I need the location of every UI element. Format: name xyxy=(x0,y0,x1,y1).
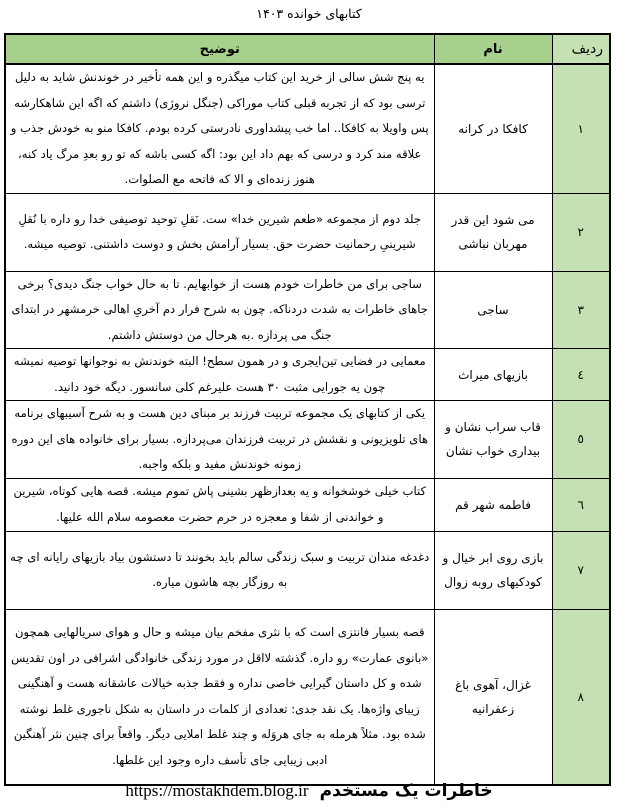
header-row-number: ردیف xyxy=(552,34,610,64)
book-name: می شود این قدر مهربان نباشی xyxy=(434,193,552,271)
row-index: ٥ xyxy=(552,401,610,479)
table-row xyxy=(5,193,610,271)
row-index: ٦ xyxy=(552,478,610,531)
row-index: ۸ xyxy=(552,609,610,785)
table-row xyxy=(5,271,610,349)
book-description: یه پنج شش سالی از خرید این کتاب میگذره و این همه تأخیر در خوندنش شاید به دلیل ترسی بود که از تجربه قبلی کتاب موراکی (جنگل نروژی) داشتم که اگه این شاهکارشه پس واویلا به کافکا.. اما خب پیشداوری نادرستی کرده بودم. کافکا منو به خودش جذب و علاقه مند کرد و درسی که بهم داد این بود: اگه کسی باشه که تو رو بعدِ مرگ یاد کنه، هنوز زنده‌ای و الا که فاتحه مع الصلوات. xyxy=(5,64,434,193)
table-header-row xyxy=(5,34,610,64)
book-description: دغدغه مندان تربیت و سبک زندگی سالم باید بخونند تا دستشون بیاد بازیهای رایانه ای چه به روزگار بچه هاشون میاره. xyxy=(5,531,434,609)
book-name: قاب سراب نشان و بیداری خواب نشان xyxy=(434,401,552,479)
table-row xyxy=(5,349,610,401)
table-row xyxy=(5,531,610,609)
book-name: بازی روی ابر خیال و کودکیهای روبه زوال xyxy=(434,531,552,609)
book-name: بازیهای میراث xyxy=(434,349,552,401)
table-row xyxy=(5,609,610,785)
document-title: کتابهای خوانده ۱۴۰۳ xyxy=(256,6,362,21)
row-index: ۷ xyxy=(552,531,610,609)
book-description: کتاب خیلی خوشخوانه و یه بعدازظهر بشینی پاش تموم میشه. قصه هایی کوتاه، شیرین و خواندنی از شفا و معجزه در حرم حضرت معصومه سلام الله علیها. xyxy=(5,478,434,531)
blog-brand-name: خاطرات یک مستخدم xyxy=(319,781,493,801)
book-name: کافکا در کرانه xyxy=(434,64,552,193)
blog-url-link[interactable]: https://mostakhdem.blog.ir xyxy=(125,781,309,800)
header-description: توضیح xyxy=(5,34,434,64)
header-name: نام xyxy=(434,34,552,64)
book-description: یکی از کتابهای یک مجموعه تربیت فرزند بر مبنای دین هست و به شرح آسیبهای برنامه های تلویزیونی و نقشش در تربیت فرزندان می‌پردازه. بسیار برای خانواده های این دوره زمونه خوندنش مفید و بلکه واجبه. xyxy=(5,401,434,479)
book-description: قصه بسیار فانتزی است که با نثری مفخم بیان میشه و حال و هوای سریالهایی همچون «بانوی عمارت» رو داره. گذشته لااقل در مورد زندگی خانوادگی اشرافی در اون تقدیس شده و کل داستان گیرایی خاصی نداره و فقط جذبه خیالات عاشقانه هست و آهنگینی زیبای واژه‌ها. یک نقد جدی: تعدادی از کلمات در داستان به شکل ناجوری غلط نوشته شده بود. مثلاً هرمله به جای هروَله و چند غلط املایی دیگر. واقعاً برای چنین نثر آهنگین ادبی زیبایی جای تأسف داره وجود این غلطها. xyxy=(5,609,434,785)
table-row xyxy=(5,478,610,531)
table-row xyxy=(5,64,610,193)
books-table xyxy=(4,33,611,786)
row-index: ۲ xyxy=(552,193,610,271)
row-index: ۳ xyxy=(552,271,610,349)
book-description: جلد دوم از مجموعه «طعم شیرین خدا» ست. نَقلِ توحید توصیفی خدا رو داره با نُقلِ شیرینیِ رحمانیت حضرت حق. بسیار آرامش بخش و دوست داشتنی. توصیه میشه. xyxy=(5,193,434,271)
row-index: ۱ xyxy=(552,64,610,193)
row-index: ٤ xyxy=(552,349,610,401)
footer xyxy=(0,781,618,801)
book-description: معمایی در فضایی تین‌ایجری و در همون سطح! البته خوندنش به نوجوانها توصیه نمیشه چون یه جورایی مثبت ۳۰ هست علیرغم کلی سانسور. دیگه خود دانید. xyxy=(5,349,434,401)
table-row xyxy=(5,401,610,479)
book-name: غزال، آهوی باغ زعفرانیه xyxy=(434,609,552,785)
book-name: فاطمه شهر قم xyxy=(434,478,552,531)
book-description: ساجی برای من خاطرات خودم هست از خوابهایم. تا به حال خواب جنگ دیدی؟ برخی جاهای خاطرات به شدت دردناکه. چون به شرح فرار دم آخریِ اهالی خرمشهر در ابتدای جنگ می پردازه .به هرحال من دوستش داشتم. xyxy=(5,271,434,349)
book-name: ساجی xyxy=(434,271,552,349)
